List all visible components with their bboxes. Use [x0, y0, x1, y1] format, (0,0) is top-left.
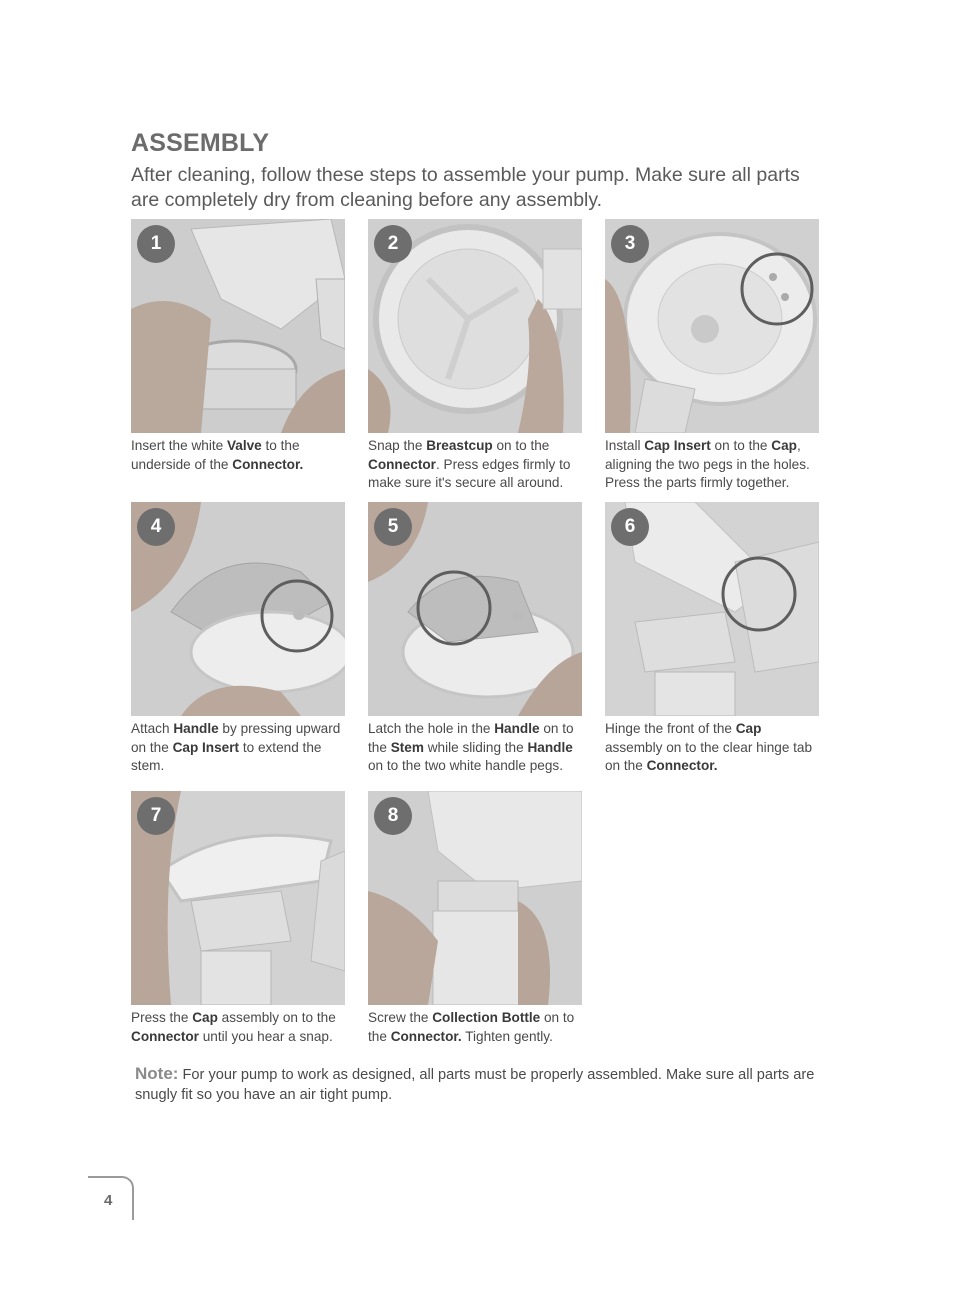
step-number-badge: 2: [374, 225, 412, 263]
caption-part-name: Connector.: [646, 758, 718, 773]
caption-text: Tighten gently.: [461, 1028, 553, 1044]
page-title: ASSEMBLY: [131, 129, 270, 157]
step-caption: [368, 437, 584, 493]
step-2: [368, 219, 584, 493]
caption-text: Snap the: [368, 438, 427, 453]
caption-text: while sliding the: [423, 739, 528, 755]
caption-part-name: Valve: [226, 438, 262, 453]
step-photo: [605, 219, 819, 433]
caption-part-name: Connector: [131, 1028, 199, 1044]
step-caption: [368, 720, 584, 776]
step-1: [131, 219, 347, 474]
step-caption: [605, 437, 821, 493]
step-caption: [131, 437, 347, 474]
caption-part-name: Stem: [390, 739, 424, 755]
caption-text: Insert the white: [131, 438, 227, 453]
caption-part-name: Cap Insert: [172, 739, 240, 755]
step-caption: [605, 720, 821, 776]
step-number-badge: 8: [374, 797, 412, 835]
step-caption: [131, 1009, 347, 1046]
caption-text: on to the: [710, 438, 772, 453]
step-number-badge: 7: [137, 797, 175, 835]
step-photo: [368, 219, 582, 433]
caption-text: Screw the: [368, 1010, 433, 1025]
step-5: [368, 502, 584, 776]
caption-text: assembly on to the clear hinge tab on the: [605, 739, 813, 773]
caption-part-name: Cap: [192, 1010, 218, 1025]
caption-text: Latch the hole in the: [368, 721, 495, 736]
caption-text: , aligning the two pegs in the holes. Press the parts firmly together.: [605, 438, 810, 490]
caption-part-name: Handle: [494, 721, 540, 736]
step-number-badge: 1: [137, 225, 175, 263]
caption-text: Hinge the front of the: [605, 721, 736, 736]
step-3: [605, 219, 821, 493]
caption-text: on to the two white handle pegs.: [368, 758, 563, 773]
page-number: 4: [104, 1192, 113, 1209]
step-caption: [131, 720, 347, 776]
caption-text: Install: [605, 438, 645, 453]
step-photo: [131, 791, 345, 1005]
caption-part-name: Handle: [173, 721, 219, 736]
caption-part-name: Handle: [527, 739, 573, 755]
caption-part-name: Connector.: [390, 1028, 462, 1044]
step-6: [605, 502, 821, 776]
step-photo: [605, 502, 819, 716]
caption-text: to extend the stem.: [131, 739, 322, 773]
caption-text: on to the: [368, 1010, 575, 1044]
step-8: [368, 791, 584, 1046]
step-number-badge: 4: [137, 508, 175, 546]
step-photo: [131, 219, 345, 433]
caption-text: assembly on to the: [217, 1010, 336, 1025]
caption-part-name: Cap Insert: [644, 438, 711, 453]
caption-part-name: Connector: [368, 456, 436, 472]
note-text: For your pump to work as designed, all parts must be properly assembled. Make sure all parts are snugly fit so you have an air tight pump.: [135, 1067, 815, 1103]
caption-part-name: Collection Bottle: [432, 1010, 541, 1025]
caption-text: Press the: [131, 1010, 193, 1025]
step-number-badge: 3: [611, 225, 649, 263]
step-photo: [368, 502, 582, 716]
caption-text: until you hear a snap.: [198, 1028, 333, 1044]
step-number-badge: 5: [374, 508, 412, 546]
step-caption: [368, 1009, 584, 1046]
caption-text: on to the: [368, 721, 574, 755]
caption-text: on to the: [492, 438, 550, 453]
caption-part-name: Cap: [735, 721, 762, 736]
caption-part-name: Breastcup: [426, 438, 493, 453]
note-label: Note:: [135, 1064, 179, 1083]
caption-text: by pressing upward on the: [131, 721, 341, 755]
step-photo: [368, 791, 582, 1005]
note-paragraph: [135, 1064, 815, 1105]
intro-text: After cleaning, follow these steps to assemble your pump. Make sure all parts are completely dry from cleaning before any assembly.: [131, 164, 800, 211]
caption-text: to the underside of the: [131, 438, 300, 472]
caption-part-name: Cap: [771, 438, 797, 453]
caption-text: Attach: [131, 721, 174, 736]
step-7: [131, 791, 347, 1046]
caption-text: . Press edges firmly to make sure it's secure all around.: [368, 456, 571, 490]
caption-part-name: Connector.: [232, 456, 304, 472]
step-number-badge: 6: [611, 508, 649, 546]
step-4: [131, 502, 347, 776]
step-photo: [131, 502, 345, 716]
